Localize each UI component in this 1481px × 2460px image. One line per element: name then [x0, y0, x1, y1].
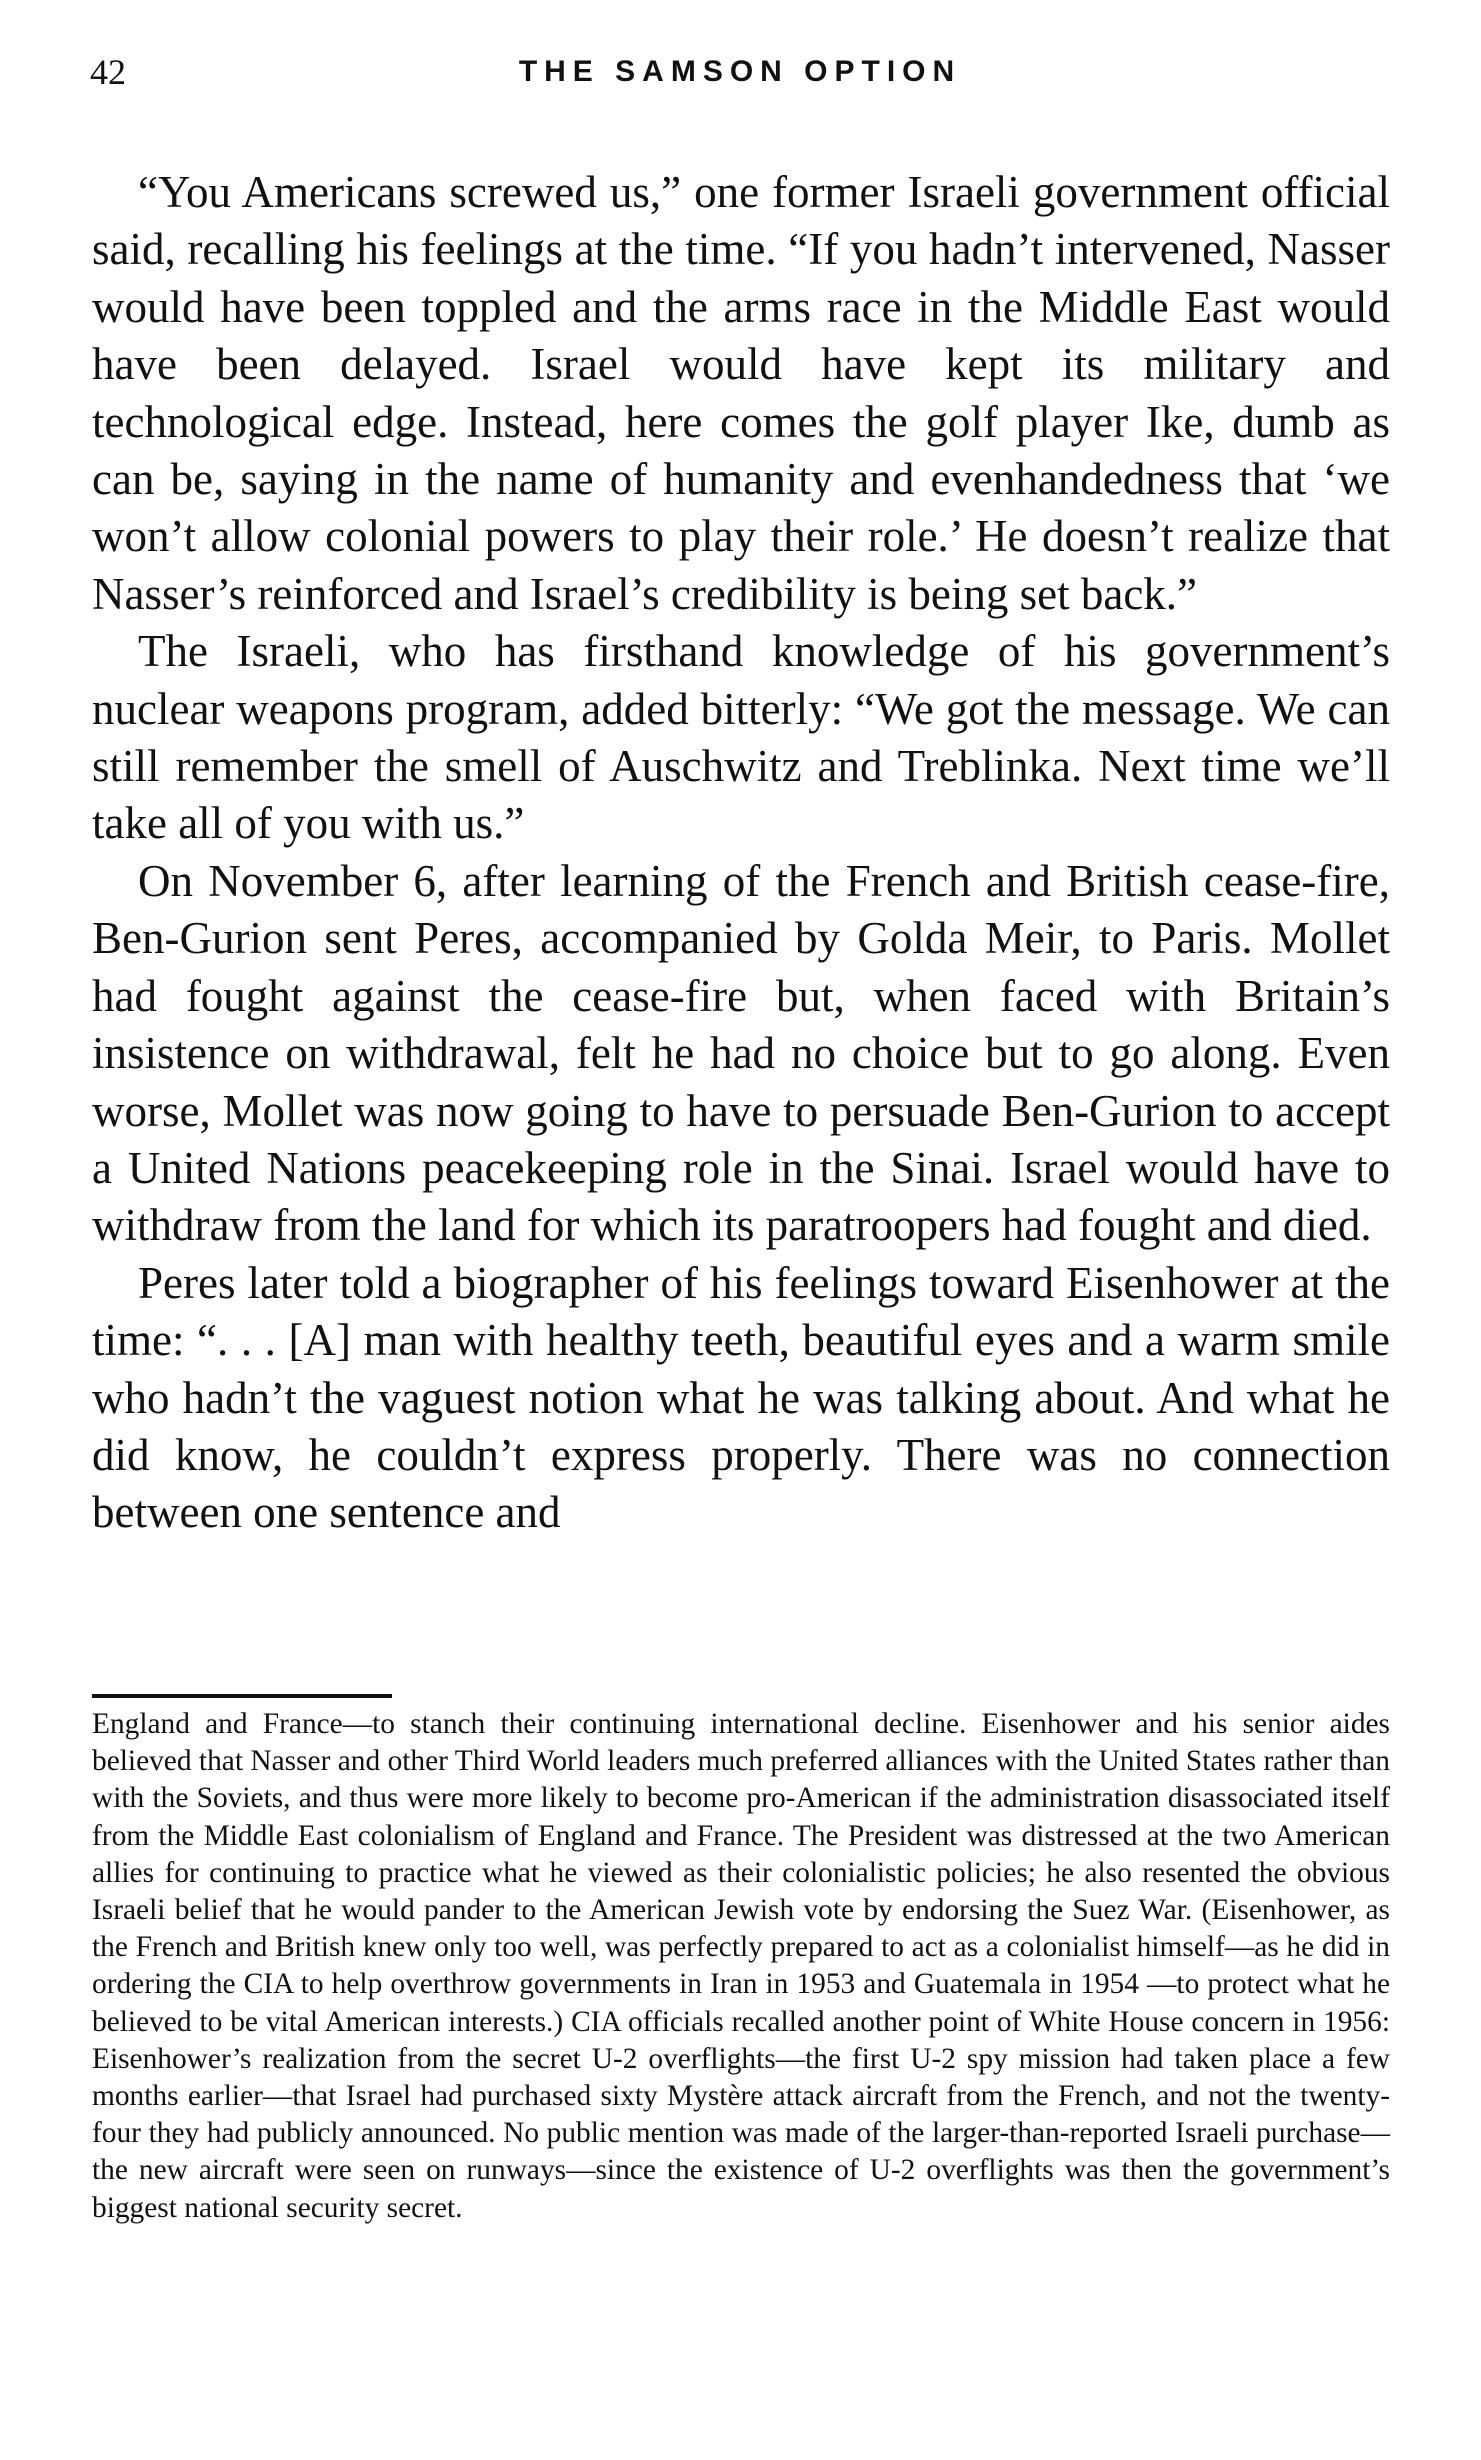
footnote: England and France—to stanch their continuing international decline. Eisenhower and his senior aides believed that Nasser and other Third World leaders much preferred alliances with the United States rather than with the Soviets, and thus were more likely to become pro-American if the administration disassociated itself from the Middle East colonialism of England and France. The President was distressed at the two American allies for continuing to practice what he viewed as their colonialistic policies; he also resented the obvious Israeli belief that he would pander to the American Jewish vote by endorsing the Suez War. (Eisenhower, as the French and British knew only too well, was perfectly prepared to act as a colonialist himself—as he did in ordering the CIA to help overthrow governments in Iran in 1953 and Guatemala in 1954 —to protect what he believed to be vital American interests.) CIA officials recalled another point of White House concern in 1956: Eisenhower’s realization from the secret U-2 overflights—the first U-2 spy mission had taken place a few months earlier—that Israel had purchased sixty Mystère attack aircraft from the French, and not the twenty-four they had publicly announced. No public mention was made of the larger-than-reported Israeli purchase—the new aircraft were seen on runways—since the existence of U-2 overflights was then the government’s biggest national security secret.: [92, 1708, 1390, 2224]
paragraph: On November 6, after learning of the French and British cease-fire, Ben-Gurion sent Peres, accompanied by Golda Meir, to Paris. Mollet had fought against the cease-fire but, when faced with Britain’s insistence on withdrawal, felt he had no choice but to go along. Even worse, Mollet was now going to have to persuade Ben-Gurion to accept a United Nations peacekeeping role in the Sinai. Israel would have to withdraw from the land for which its paratroopers had fought and died.: [92, 855, 1390, 1251]
paragraph: “You Americans screwed us,” one former Israeli government official said, recalling his feelings at the time. “If you hadn’t intervened, Nasser would have been toppled and the arms race in the Middle East would have been delayed. Israel would have kept its military and technological edge. Instead, here comes the golf player Ike, dumb as can be, saying in the name of humanity and evenhandedness that ‘we won’t allow colonial powers to play their role.’ He doesn’t realize that Nasser’s reinforced and Israel’s credibility is being set back.”: [92, 167, 1390, 619]
page-number: 42: [90, 52, 126, 92]
page-header: [90, 50, 1390, 100]
main-text: [92, 164, 1390, 1542]
paragraph: Peres later told a biographer of his feelings toward Eisenhower at the time: “. . . [A] man with healthy teeth, beautiful eyes and a warm smile who hadn’t the vaguest notion what he was talking about. And what he did know, he couldn’t express properly. There was no connection between one sentence and: [92, 1257, 1390, 1538]
footnote-divider: [92, 1694, 392, 1698]
running-title: THE SAMSON OPTION: [518, 55, 962, 88]
paragraph: The Israeli, who has firsthand knowledge of his government’s nuclear weapons program, added bitterly: “We got the message. We can still remember the smell of Auschwitz and Treblinka. Next time we’ll take all of you with us.”: [92, 626, 1390, 849]
